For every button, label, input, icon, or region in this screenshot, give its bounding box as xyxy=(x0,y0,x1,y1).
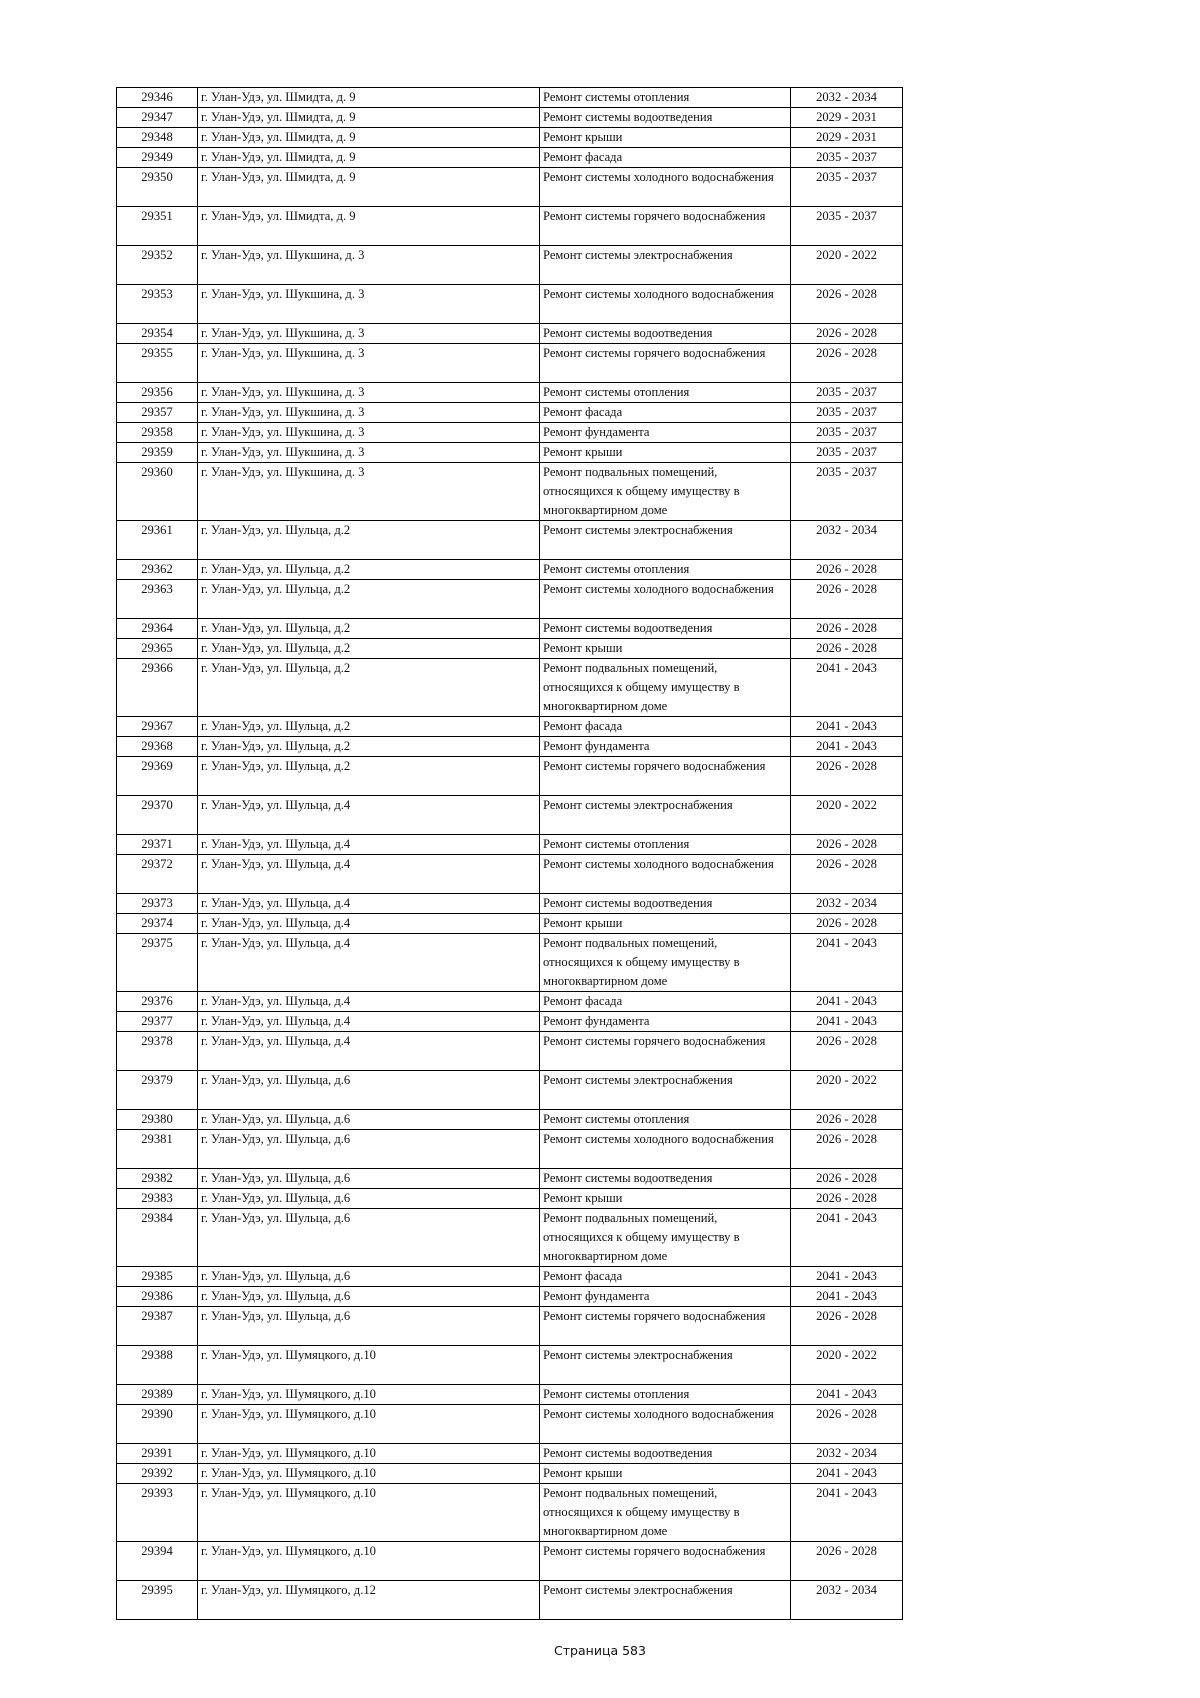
address-cell: г. Улан-Удэ, ул. Шмидта, д. 9 xyxy=(198,168,540,207)
row-id-cell: 29364 xyxy=(117,619,198,639)
address-cell: г. Улан-Удэ, ул. Шульца, д.2 xyxy=(198,737,540,757)
work-type-cell: Ремонт системы водоотведения xyxy=(540,1444,791,1464)
period-cell: 2026 - 2028 xyxy=(791,1169,903,1189)
table-row xyxy=(117,1189,903,1209)
work-type-cell: Ремонт подвальных помещений, относящихся к общему имуществу в многоквартирном доме xyxy=(540,659,791,717)
address-cell: г. Улан-Удэ, ул. Шмидта, д. 9 xyxy=(198,148,540,168)
period-cell: 2041 - 2043 xyxy=(791,1209,903,1267)
address-cell: г. Улан-Удэ, ул. Шумяцкого, д.10 xyxy=(198,1346,540,1385)
address-cell: г. Улан-Удэ, ул. Шульца, д.2 xyxy=(198,717,540,737)
table-row xyxy=(117,324,903,344)
row-id-cell: 29353 xyxy=(117,285,198,324)
table-row xyxy=(117,443,903,463)
row-id-cell: 29370 xyxy=(117,796,198,835)
period-cell: 2041 - 2043 xyxy=(791,1464,903,1484)
repair-schedule-table xyxy=(116,87,903,1620)
period-cell: 2020 - 2022 xyxy=(791,796,903,835)
period-cell: 2035 - 2037 xyxy=(791,148,903,168)
row-id-cell: 29392 xyxy=(117,1464,198,1484)
address-cell: г. Улан-Удэ, ул. Шульца, д.4 xyxy=(198,796,540,835)
period-cell: 2041 - 2043 xyxy=(791,1385,903,1405)
period-cell: 2029 - 2031 xyxy=(791,128,903,148)
period-cell: 2032 - 2034 xyxy=(791,88,903,108)
work-type-cell: Ремонт системы холодного водоснабжения xyxy=(540,285,791,324)
table-row xyxy=(117,835,903,855)
address-cell: г. Улан-Удэ, ул. Шумяцкого, д.12 xyxy=(198,1581,540,1620)
row-id-cell: 29349 xyxy=(117,148,198,168)
row-id-cell: 29371 xyxy=(117,835,198,855)
address-cell: г. Улан-Удэ, ул. Шульца, д.6 xyxy=(198,1169,540,1189)
table-row xyxy=(117,1307,903,1346)
address-cell: г. Улан-Удэ, ул. Шульца, д.6 xyxy=(198,1267,540,1287)
address-cell: г. Улан-Удэ, ул. Шумяцкого, д.10 xyxy=(198,1405,540,1444)
table-row xyxy=(117,1209,903,1267)
row-id-cell: 29384 xyxy=(117,1209,198,1267)
row-id-cell: 29382 xyxy=(117,1169,198,1189)
address-cell: г. Улан-Удэ, ул. Шульца, д.2 xyxy=(198,757,540,796)
row-id-cell: 29377 xyxy=(117,1012,198,1032)
period-cell: 2035 - 2037 xyxy=(791,168,903,207)
period-cell: 2026 - 2028 xyxy=(791,324,903,344)
table-row xyxy=(117,1542,903,1581)
period-cell: 2020 - 2022 xyxy=(791,1346,903,1385)
work-type-cell: Ремонт системы горячего водоснабжения xyxy=(540,757,791,796)
work-type-cell: Ремонт системы горячего водоснабжения xyxy=(540,1542,791,1581)
row-id-cell: 29379 xyxy=(117,1071,198,1110)
period-cell: 2026 - 2028 xyxy=(791,1542,903,1581)
address-cell: г. Улан-Удэ, ул. Шульца, д.2 xyxy=(198,521,540,560)
period-cell: 2026 - 2028 xyxy=(791,344,903,383)
row-id-cell: 29362 xyxy=(117,560,198,580)
address-cell: г. Улан-Удэ, ул. Шульца, д.6 xyxy=(198,1189,540,1209)
address-cell: г. Улан-Удэ, ул. Шукшина, д. 3 xyxy=(198,344,540,383)
table-row xyxy=(117,619,903,639)
period-cell: 2026 - 2028 xyxy=(791,1405,903,1444)
work-type-cell: Ремонт подвальных помещений, относящихся к общему имуществу в многоквартирном доме xyxy=(540,463,791,521)
period-cell: 2026 - 2028 xyxy=(791,285,903,324)
table-row xyxy=(117,914,903,934)
table-row xyxy=(117,1071,903,1110)
work-type-cell: Ремонт фасада xyxy=(540,403,791,423)
work-type-cell: Ремонт крыши xyxy=(540,128,791,148)
period-cell: 2026 - 2028 xyxy=(791,1189,903,1209)
row-id-cell: 29367 xyxy=(117,717,198,737)
address-cell: г. Улан-Удэ, ул. Шульца, д.4 xyxy=(198,835,540,855)
work-type-cell: Ремонт системы горячего водоснабжения xyxy=(540,344,791,383)
address-cell: г. Улан-Удэ, ул. Шукшина, д. 3 xyxy=(198,423,540,443)
work-type-cell: Ремонт системы горячего водоснабжения xyxy=(540,1307,791,1346)
table-row xyxy=(117,1012,903,1032)
table-row xyxy=(117,659,903,717)
table-row xyxy=(117,1032,903,1071)
period-cell: 2026 - 2028 xyxy=(791,1110,903,1130)
period-cell: 2026 - 2028 xyxy=(791,1307,903,1346)
table-row xyxy=(117,934,903,992)
table-row xyxy=(117,757,903,796)
row-id-cell: 29389 xyxy=(117,1385,198,1405)
address-cell: г. Улан-Удэ, ул. Шульца, д.6 xyxy=(198,1287,540,1307)
period-cell: 2041 - 2043 xyxy=(791,992,903,1012)
work-type-cell: Ремонт подвальных помещений, относящихся к общему имуществу в многоквартирном доме xyxy=(540,1484,791,1542)
work-type-cell: Ремонт фасада xyxy=(540,1267,791,1287)
row-id-cell: 29373 xyxy=(117,894,198,914)
work-type-cell: Ремонт фундамента xyxy=(540,1012,791,1032)
work-type-cell: Ремонт фасада xyxy=(540,717,791,737)
address-cell: г. Улан-Удэ, ул. Шульца, д.6 xyxy=(198,1130,540,1169)
row-id-cell: 29365 xyxy=(117,639,198,659)
row-id-cell: 29363 xyxy=(117,580,198,619)
period-cell: 2032 - 2034 xyxy=(791,1581,903,1620)
work-type-cell: Ремонт системы отопления xyxy=(540,1385,791,1405)
address-cell: г. Улан-Удэ, ул. Шукшина, д. 3 xyxy=(198,246,540,285)
table-row xyxy=(117,1385,903,1405)
table-body xyxy=(117,88,903,1620)
row-id-cell: 29354 xyxy=(117,324,198,344)
address-cell: г. Улан-Удэ, ул. Шульца, д.2 xyxy=(198,619,540,639)
work-type-cell: Ремонт фундамента xyxy=(540,423,791,443)
period-cell: 2032 - 2034 xyxy=(791,894,903,914)
period-cell: 2020 - 2022 xyxy=(791,1071,903,1110)
period-cell: 2026 - 2028 xyxy=(791,1032,903,1071)
page-number: Страница 583 xyxy=(554,1643,646,1658)
row-id-cell: 29369 xyxy=(117,757,198,796)
period-cell: 2035 - 2037 xyxy=(791,403,903,423)
work-type-cell: Ремонт системы водоотведения xyxy=(540,108,791,128)
table-row xyxy=(117,1267,903,1287)
period-cell: 2032 - 2034 xyxy=(791,1444,903,1464)
row-id-cell: 29387 xyxy=(117,1307,198,1346)
work-type-cell: Ремонт фасада xyxy=(540,992,791,1012)
row-id-cell: 29394 xyxy=(117,1542,198,1581)
period-cell: 2035 - 2037 xyxy=(791,463,903,521)
work-type-cell: Ремонт системы холодного водоснабжения xyxy=(540,168,791,207)
work-type-cell: Ремонт фундамента xyxy=(540,737,791,757)
work-type-cell: Ремонт подвальных помещений, относящихся к общему имуществу в многоквартирном доме xyxy=(540,934,791,992)
table-row xyxy=(117,1110,903,1130)
table-row xyxy=(117,148,903,168)
table-row xyxy=(117,128,903,148)
period-cell: 2026 - 2028 xyxy=(791,639,903,659)
table-row xyxy=(117,383,903,403)
row-id-cell: 29347 xyxy=(117,108,198,128)
work-type-cell: Ремонт системы водоотведения xyxy=(540,619,791,639)
row-id-cell: 29356 xyxy=(117,383,198,403)
table-row xyxy=(117,344,903,383)
table-row xyxy=(117,894,903,914)
table-row xyxy=(117,1484,903,1542)
work-type-cell: Ремонт системы электроснабжения xyxy=(540,796,791,835)
work-type-cell: Ремонт крыши xyxy=(540,1464,791,1484)
table-row xyxy=(117,992,903,1012)
address-cell: г. Улан-Удэ, ул. Шумяцкого, д.10 xyxy=(198,1464,540,1484)
period-cell: 2041 - 2043 xyxy=(791,1484,903,1542)
row-id-cell: 29350 xyxy=(117,168,198,207)
table-row xyxy=(117,580,903,619)
address-cell: г. Улан-Удэ, ул. Шукшина, д. 3 xyxy=(198,324,540,344)
address-cell: г. Улан-Удэ, ул. Шукшина, д. 3 xyxy=(198,403,540,423)
work-type-cell: Ремонт крыши xyxy=(540,443,791,463)
work-type-cell: Ремонт системы холодного водоснабжения xyxy=(540,855,791,894)
table-row xyxy=(117,285,903,324)
address-cell: г. Улан-Удэ, ул. Шумяцкого, д.10 xyxy=(198,1385,540,1405)
period-cell: 2041 - 2043 xyxy=(791,934,903,992)
work-type-cell: Ремонт системы водоотведения xyxy=(540,1169,791,1189)
period-cell: 2035 - 2037 xyxy=(791,423,903,443)
row-id-cell: 29346 xyxy=(117,88,198,108)
address-cell: г. Улан-Удэ, ул. Шукшина, д. 3 xyxy=(198,443,540,463)
address-cell: г. Улан-Удэ, ул. Шульца, д.2 xyxy=(198,639,540,659)
address-cell: г. Улан-Удэ, ул. Шукшина, д. 3 xyxy=(198,463,540,521)
work-type-cell: Ремонт системы электроснабжения xyxy=(540,521,791,560)
period-cell: 2041 - 2043 xyxy=(791,717,903,737)
table-row xyxy=(117,207,903,246)
period-cell: 2026 - 2028 xyxy=(791,855,903,894)
row-id-cell: 29357 xyxy=(117,403,198,423)
period-cell: 2029 - 2031 xyxy=(791,108,903,128)
table-row xyxy=(117,855,903,894)
row-id-cell: 29376 xyxy=(117,992,198,1012)
table-row xyxy=(117,403,903,423)
period-cell: 2020 - 2022 xyxy=(791,246,903,285)
table-row xyxy=(117,560,903,580)
work-type-cell: Ремонт фундамента xyxy=(540,1287,791,1307)
row-id-cell: 29378 xyxy=(117,1032,198,1071)
row-id-cell: 29385 xyxy=(117,1267,198,1287)
work-type-cell: Ремонт системы холодного водоснабжения xyxy=(540,580,791,619)
address-cell: г. Улан-Удэ, ул. Шульца, д.4 xyxy=(198,894,540,914)
address-cell: г. Улан-Удэ, ул. Шульца, д.6 xyxy=(198,1110,540,1130)
work-type-cell: Ремонт системы отопления xyxy=(540,88,791,108)
row-id-cell: 29380 xyxy=(117,1110,198,1130)
address-cell: г. Улан-Удэ, ул. Шульца, д.4 xyxy=(198,1032,540,1071)
table-row xyxy=(117,423,903,443)
table-row xyxy=(117,88,903,108)
row-id-cell: 29383 xyxy=(117,1189,198,1209)
work-type-cell: Ремонт подвальных помещений, относящихся к общему имуществу в многоквартирном доме xyxy=(540,1209,791,1267)
address-cell: г. Улан-Удэ, ул. Шукшина, д. 3 xyxy=(198,383,540,403)
work-type-cell: Ремонт системы водоотведения xyxy=(540,324,791,344)
table-row xyxy=(117,1169,903,1189)
period-cell: 2026 - 2028 xyxy=(791,914,903,934)
period-cell: 2035 - 2037 xyxy=(791,207,903,246)
table-row xyxy=(117,1464,903,1484)
address-cell: г. Улан-Удэ, ул. Шульца, д.4 xyxy=(198,1012,540,1032)
work-type-cell: Ремонт фасада xyxy=(540,148,791,168)
period-cell: 2026 - 2028 xyxy=(791,835,903,855)
table-row xyxy=(117,246,903,285)
row-id-cell: 29352 xyxy=(117,246,198,285)
address-cell: г. Улан-Удэ, ул. Шмидта, д. 9 xyxy=(198,207,540,246)
table-row xyxy=(117,717,903,737)
row-id-cell: 29361 xyxy=(117,521,198,560)
address-cell: г. Улан-Удэ, ул. Шмидта, д. 9 xyxy=(198,128,540,148)
address-cell: г. Улан-Удэ, ул. Шульца, д.2 xyxy=(198,580,540,619)
table-row xyxy=(117,639,903,659)
table-row xyxy=(117,737,903,757)
row-id-cell: 29372 xyxy=(117,855,198,894)
work-type-cell: Ремонт системы холодного водоснабжения xyxy=(540,1405,791,1444)
table-row xyxy=(117,521,903,560)
row-id-cell: 29375 xyxy=(117,934,198,992)
address-cell: г. Улан-Удэ, ул. Шукшина, д. 3 xyxy=(198,285,540,324)
period-cell: 2026 - 2028 xyxy=(791,757,903,796)
work-type-cell: Ремонт системы отопления xyxy=(540,383,791,403)
table-row xyxy=(117,1581,903,1620)
work-type-cell: Ремонт системы электроснабжения xyxy=(540,1071,791,1110)
row-id-cell: 29388 xyxy=(117,1346,198,1385)
work-type-cell: Ремонт системы электроснабжения xyxy=(540,1581,791,1620)
address-cell: г. Улан-Удэ, ул. Шульца, д.6 xyxy=(198,1209,540,1267)
work-type-cell: Ремонт системы отопления xyxy=(540,835,791,855)
table-row xyxy=(117,796,903,835)
table-row xyxy=(117,1130,903,1169)
address-cell: г. Улан-Удэ, ул. Шульца, д.4 xyxy=(198,914,540,934)
work-type-cell: Ремонт системы горячего водоснабжения xyxy=(540,207,791,246)
period-cell: 2026 - 2028 xyxy=(791,580,903,619)
work-type-cell: Ремонт системы отопления xyxy=(540,560,791,580)
period-cell: 2035 - 2037 xyxy=(791,383,903,403)
period-cell: 2026 - 2028 xyxy=(791,560,903,580)
work-type-cell: Ремонт системы электроснабжения xyxy=(540,246,791,285)
row-id-cell: 29348 xyxy=(117,128,198,148)
row-id-cell: 29355 xyxy=(117,344,198,383)
work-type-cell: Ремонт системы отопления xyxy=(540,1110,791,1130)
period-cell: 2041 - 2043 xyxy=(791,659,903,717)
row-id-cell: 29374 xyxy=(117,914,198,934)
address-cell: г. Улан-Удэ, ул. Шумяцкого, д.10 xyxy=(198,1444,540,1464)
row-id-cell: 29351 xyxy=(117,207,198,246)
row-id-cell: 29381 xyxy=(117,1130,198,1169)
address-cell: г. Улан-Удэ, ул. Шульца, д.6 xyxy=(198,1071,540,1110)
address-cell: г. Улан-Удэ, ул. Шмидта, д. 9 xyxy=(198,108,540,128)
period-cell: 2032 - 2034 xyxy=(791,521,903,560)
row-id-cell: 29358 xyxy=(117,423,198,443)
table-row xyxy=(117,1444,903,1464)
table-row xyxy=(117,108,903,128)
period-cell: 2035 - 2037 xyxy=(791,443,903,463)
row-id-cell: 29360 xyxy=(117,463,198,521)
table-row xyxy=(117,463,903,521)
period-cell: 2041 - 2043 xyxy=(791,1267,903,1287)
row-id-cell: 29391 xyxy=(117,1444,198,1464)
row-id-cell: 29390 xyxy=(117,1405,198,1444)
period-cell: 2026 - 2028 xyxy=(791,619,903,639)
address-cell: г. Улан-Удэ, ул. Шульца, д.6 xyxy=(198,1307,540,1346)
row-id-cell: 29393 xyxy=(117,1484,198,1542)
address-cell: г. Улан-Удэ, ул. Шульца, д.2 xyxy=(198,659,540,717)
period-cell: 2041 - 2043 xyxy=(791,1287,903,1307)
work-type-cell: Ремонт системы холодного водоснабжения xyxy=(540,1130,791,1169)
period-cell: 2026 - 2028 xyxy=(791,1130,903,1169)
work-type-cell: Ремонт системы водоотведения xyxy=(540,894,791,914)
table-row xyxy=(117,1405,903,1444)
table-row xyxy=(117,168,903,207)
address-cell: г. Улан-Удэ, ул. Шульца, д.4 xyxy=(198,992,540,1012)
period-cell: 2041 - 2043 xyxy=(791,1012,903,1032)
table-row xyxy=(117,1346,903,1385)
address-cell: г. Улан-Удэ, ул. Шумяцкого, д.10 xyxy=(198,1484,540,1542)
work-type-cell: Ремонт системы горячего водоснабжения xyxy=(540,1032,791,1071)
address-cell: г. Улан-Удэ, ул. Шульца, д.2 xyxy=(198,560,540,580)
work-type-cell: Ремонт крыши xyxy=(540,914,791,934)
period-cell: 2041 - 2043 xyxy=(791,737,903,757)
work-type-cell: Ремонт крыши xyxy=(540,1189,791,1209)
work-type-cell: Ремонт крыши xyxy=(540,639,791,659)
row-id-cell: 29386 xyxy=(117,1287,198,1307)
row-id-cell: 29359 xyxy=(117,443,198,463)
address-cell: г. Улан-Удэ, ул. Шумяцкого, д.10 xyxy=(198,1542,540,1581)
row-id-cell: 29368 xyxy=(117,737,198,757)
address-cell: г. Улан-Удэ, ул. Шульца, д.4 xyxy=(198,934,540,992)
row-id-cell: 29366 xyxy=(117,659,198,717)
address-cell: г. Улан-Удэ, ул. Шульца, д.4 xyxy=(198,855,540,894)
table-row xyxy=(117,1287,903,1307)
work-type-cell: Ремонт системы электроснабжения xyxy=(540,1346,791,1385)
row-id-cell: 29395 xyxy=(117,1581,198,1620)
address-cell: г. Улан-Удэ, ул. Шмидта, д. 9 xyxy=(198,88,540,108)
